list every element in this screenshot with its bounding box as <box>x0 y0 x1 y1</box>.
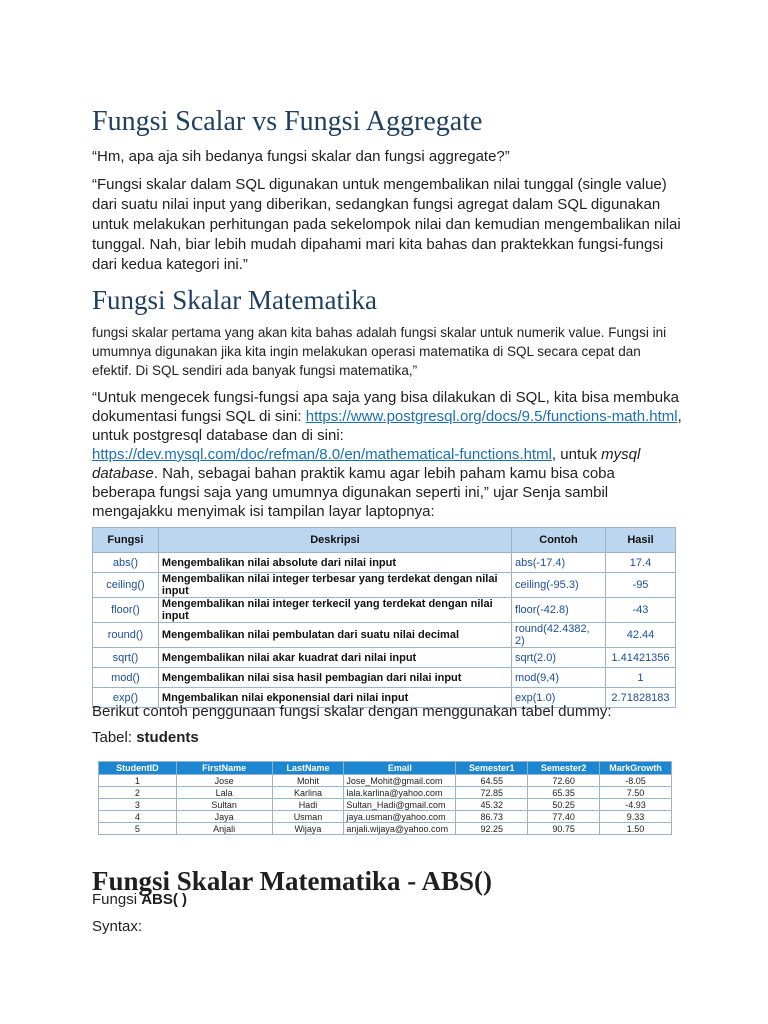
section-heading-abs: Fungsi Skalar Matematika - ABS() <box>92 866 493 897</box>
deskripsi-cell: Mengembalikan nilai integer terbesar yang terdekat dengan nilai input <box>158 573 511 598</box>
header-studentid: StudentID <box>99 762 177 775</box>
students-table-header <box>99 762 672 775</box>
deskripsi-cell: Mengembalikan nilai integer terkecil yang terdekat dengan nilai input <box>158 598 511 623</box>
studentid-cell: 3 <box>99 799 177 811</box>
example-intro-paragraph: Berikut contoh penggunaan fungsi skalar dengan menggunakan tabel dummy: <box>92 703 612 720</box>
header-fungsi: Fungsi <box>93 528 159 553</box>
quote3-text-3: , untuk <box>551 446 602 463</box>
hasil-cell: -43 <box>605 598 675 623</box>
quote3-italic: mysql database <box>92 446 641 482</box>
table-row <box>99 799 672 811</box>
studentid-cell: 5 <box>99 823 177 835</box>
deskripsi-cell: Mengembalikan nilai sisa hasil pembagian dari nilai input <box>158 668 511 688</box>
table-row <box>99 823 672 835</box>
contoh-cell: mod(9,4) <box>512 668 606 688</box>
fungsi-cell: round() <box>93 623 159 648</box>
hasil-cell: 1.41421356 <box>605 648 675 668</box>
lastname-cell: Mohit <box>272 775 344 787</box>
semester1-cell: 45.32 <box>456 799 528 811</box>
semester2-cell: 65.35 <box>528 787 600 799</box>
fungsi-cell: exp() <box>93 688 159 708</box>
fungsi-abs-paragraph <box>92 891 187 908</box>
hasil-cell: 2.71828183 <box>605 688 675 708</box>
table-caption <box>92 729 199 746</box>
semester2-cell: 72.60 <box>528 775 600 787</box>
lastname-cell: Karlina <box>272 787 344 799</box>
lastname-cell: Usman <box>272 811 344 823</box>
studentid-cell: 4 <box>99 811 177 823</box>
hasil-cell: -95 <box>605 573 675 598</box>
studentid-cell: 1 <box>99 775 177 787</box>
hasil-cell: 1 <box>605 668 675 688</box>
email-cell: lala.karlina@yahoo.com <box>344 787 456 799</box>
semester2-cell: 90.75 <box>528 823 600 835</box>
function-table <box>92 527 676 708</box>
fungsi-cell: abs() <box>93 553 159 573</box>
semester2-cell: 50.25 <box>528 799 600 811</box>
header-contoh: Contoh <box>512 528 606 553</box>
semester1-cell: 72.85 <box>456 787 528 799</box>
contoh-cell: ceiling(-95.3) <box>512 573 606 598</box>
fungsi-cell: mod() <box>93 668 159 688</box>
quote3-text-1: “Untuk mengecek fungsi-fungsi apa saja yang bisa dilakukan di SQL, kita bisa membuka dokumentasi fungsi SQL di sini: <box>92 389 679 425</box>
header-semester2: Semester2 <box>528 762 600 775</box>
firstname-cell: Anjali <box>176 823 272 835</box>
table-row <box>93 668 676 688</box>
firstname-cell: Sultan <box>176 799 272 811</box>
table-row <box>93 553 676 573</box>
deskripsi-cell: Mengembalikan nilai pembulatan dari suatu nilai decimal <box>158 623 511 648</box>
table-row <box>93 573 676 598</box>
table-row <box>93 648 676 668</box>
quote3-text-2: , untuk postgresql database dan di sini: <box>92 408 682 444</box>
quote-paragraph-2: “Fungsi skalar dalam SQL digunakan untuk mengembalikan nilai tunggal (single value) dari suatu nilai input yang diberikan, sedangkan fungsi agregat dalam SQL digunakan untuk melakukan perhitungan pada sekelompok nilai dan kemudian mengembalikan nilai tunggal. Nah, biar lebih mudah dipahami mari kita bahas dan praktekkan fungsi-fungsi dari kedua kategori ini.” <box>92 176 681 273</box>
contoh-cell: sqrt(2.0) <box>512 648 606 668</box>
fungsi-name: ABS( ) <box>141 891 188 908</box>
header-deskripsi: Deskripsi <box>158 528 511 553</box>
firstname-cell: Lala <box>176 787 272 799</box>
quote-paragraph-1: “Hm, apa aja sih bedanya fungsi skalar dan fungsi aggregate?” <box>92 148 510 165</box>
table-row <box>93 623 676 648</box>
quote-paragraph-3 <box>92 388 682 521</box>
deskripsi-cell: Mengembalikan nilai akar kuadrat dari nilai input <box>158 648 511 668</box>
markgrowth-cell: 7.50 <box>600 787 672 799</box>
fungsi-cell: ceiling() <box>93 573 159 598</box>
email-cell: jaya.usman@yahoo.com <box>344 811 456 823</box>
firstname-cell: Jaya <box>176 811 272 823</box>
semester1-cell: 92.25 <box>456 823 528 835</box>
intro-paragraph: fungsi skalar pertama yang akan kita bahas adalah fungsi skalar untuk numerik value. Fungsi ini umumnya digunakan jika kita ingin melakukan operasi matematika di SQL secara cepat dan efektif. Di SQL sendiri ada banyak fungsi matematika,” <box>92 325 667 378</box>
email-cell: Jose_Mohit@gmail.com <box>344 775 456 787</box>
markgrowth-cell: -4.93 <box>600 799 672 811</box>
header-firstname: FirstName <box>176 762 272 775</box>
contoh-cell: floor(-42.8) <box>512 598 606 623</box>
header-markgrowth: MarkGrowth <box>600 762 672 775</box>
lastname-cell: Hadi <box>272 799 344 811</box>
email-cell: Sultan_Hadi@gmail.com <box>344 799 456 811</box>
header-semester1: Semester1 <box>456 762 528 775</box>
deskripsi-cell: Mngembalikan nilai ekponensial dari nilai input <box>158 688 511 708</box>
contoh-cell: round(42.4382, 2) <box>512 623 606 648</box>
markgrowth-cell: 9.33 <box>600 811 672 823</box>
section-heading-skalar-matematika: Fungsi Skalar Matematika <box>92 285 377 315</box>
quote3-text-4: . Nah, sebagai bahan praktik kamu agar lebih paham kamu bisa coba beberapa fungsi saja yang umumnya digunakan seperti ini,” ujar Senja sambil mengajakku menyimak isi tampilan layar laptopnya: <box>92 465 615 520</box>
header-hasil: Hasil <box>605 528 675 553</box>
table-row <box>99 775 672 787</box>
markgrowth-cell: -8.05 <box>600 775 672 787</box>
fungsi-cell: floor() <box>93 598 159 623</box>
semester1-cell: 64.55 <box>456 775 528 787</box>
students-table <box>98 761 672 835</box>
hasil-cell: 17.4 <box>605 553 675 573</box>
header-lastname: LastName <box>272 762 344 775</box>
fungsi-cell: sqrt() <box>93 648 159 668</box>
firstname-cell: Jose <box>176 775 272 787</box>
mysql-docs-link[interactable]: https://dev.mysql.com/doc/refman/8.0/en/mathematical-functions.html <box>92 446 552 463</box>
hasil-cell: 42.44 <box>605 623 675 648</box>
markgrowth-cell: 1.50 <box>600 823 672 835</box>
lastname-cell: Wijaya <box>272 823 344 835</box>
header-email: Email <box>344 762 456 775</box>
fungsi-label: Fungsi <box>92 891 142 908</box>
section-heading-scalar-vs-aggregate: Fungsi Scalar vs Fungsi Aggregate <box>92 106 483 137</box>
postgresql-docs-link[interactable]: https://www.postgresql.org/docs/9.5/functions-math.html <box>305 408 678 425</box>
table-caption-name: students <box>136 729 199 746</box>
contoh-cell: exp(1.0) <box>512 688 606 708</box>
syntax-label: Syntax: <box>92 918 143 935</box>
deskripsi-cell: Mengembalikan nilai absolute dari nilai input <box>158 553 511 573</box>
table-caption-label: Tabel: <box>92 729 137 746</box>
table-row <box>93 598 676 623</box>
contoh-cell: abs(-17.4) <box>512 553 606 573</box>
semester1-cell: 86.73 <box>456 811 528 823</box>
function-table-header <box>93 528 676 553</box>
table-row <box>99 811 672 823</box>
studentid-cell: 2 <box>99 787 177 799</box>
email-cell: anjali.wijaya@yahoo.com <box>344 823 456 835</box>
semester2-cell: 77.40 <box>528 811 600 823</box>
table-row <box>99 787 672 799</box>
